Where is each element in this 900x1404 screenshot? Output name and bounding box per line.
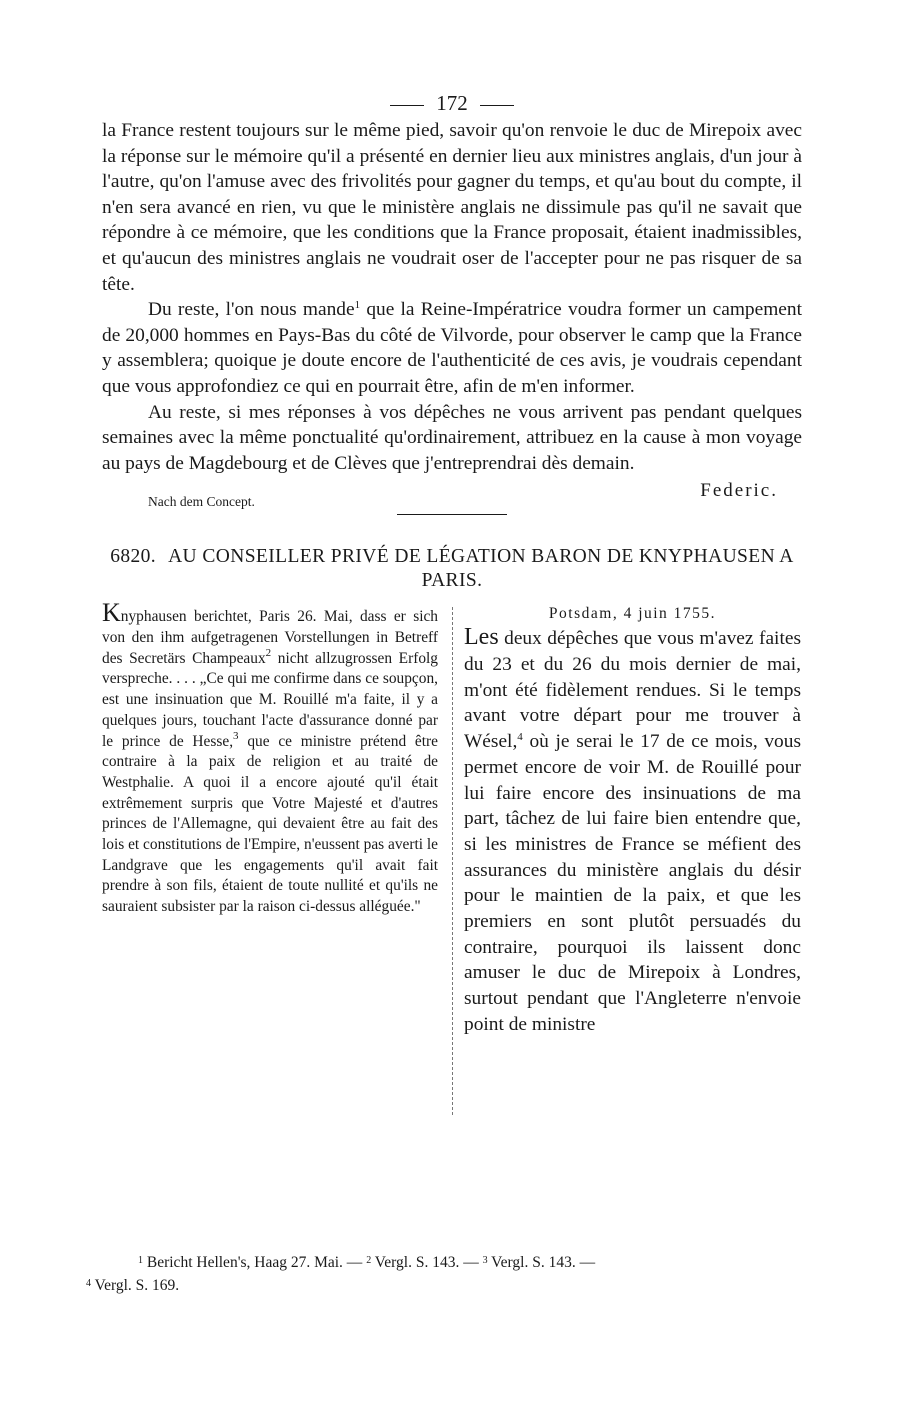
paragraph-2-start: Du reste, l'on nous mande — [148, 299, 355, 321]
footnote-mark-3: 3 — [233, 729, 239, 742]
section-separator — [397, 514, 507, 515]
summary-text-c: que ce ministre prétend être contraire à la paix de religion et au traité de Westphalie. A quoi il a encore ajouté qu'il était extrêmement surpris que Votre Majesté et d'autres princes de l'Allemagne, qui devaient être au fait des lois et constitutions de l'Empire, n'eussent pas averti le Landgrave que les engagements qu'il avait fait prendre à son fils, étaient de toute nullité et qu'ils ne sauraient subsister par la raison ci-dessus alléguée." — [102, 732, 438, 916]
footnote-2-mark: 2 — [366, 1255, 372, 1266]
column-divider — [452, 607, 453, 1115]
closing — [102, 476, 802, 512]
dateline: Potsdam, 4 juin 1755. — [548, 605, 717, 623]
two-column-section — [102, 598, 802, 1123]
signature: Federic. — [700, 480, 778, 502]
drop-letter: K — [102, 598, 121, 628]
paragraph-2-rest: que la Reine-Impératrice voudra former un campement de 20,000 hommes en Pays-Bas du côté de Vilvorde, pour observer le camp que la France y assemblera; quoique je doute encore de l'authenticité de ces avis, je voudrais cependant que vous approfondiez ce qui en pourrait être, afin de m'en informer. — [102, 299, 802, 397]
letter-column — [464, 603, 801, 1037]
footnote-3-text: Vergl. S. 143. — — [487, 1254, 596, 1271]
opening-word: Les — [464, 624, 499, 651]
letter-text-b: où je serai le 17 de ce mois, vous permet encore de voir M. de Rouillé pour lui faire encore des insinuations de ma part, tâchez de lui faire bien entendre que, si les ministres de France se méfient des assurances du ministère anglais du désir pour le maintien de la paix, et que les premiers en sont plutôt persuadés du contraire, pourquoi ils laissent donc amuser le duc de Mirepoix à Londres, surtout pendant que l'Angleterre n'envoie point de ministre — [464, 731, 801, 1035]
document-number: 6820. — [110, 546, 157, 568]
footnote-line — [86, 1250, 802, 1273]
header-dash-right — [480, 105, 514, 106]
footnote-line-2 — [86, 1273, 802, 1296]
footnote-3-mark: 3 — [482, 1255, 488, 1266]
paragraph-3: Au reste, si mes réponses à vos dépêches ne vous arrivent pas pendant quelques semaines avec la même ponctualité qu'ordinairement, attribuez en la cause à mon voyage au pays de Magdebourg et de Clèves que j'entreprendrai dès demain. — [102, 401, 802, 474]
footnote-2-text: Vergl. S. 143. — — [371, 1254, 483, 1271]
footnote-mark-2: 2 — [265, 646, 272, 659]
page-header — [102, 88, 802, 118]
footnotes — [86, 1250, 802, 1296]
source-note: Nach dem Concept. — [148, 494, 255, 510]
page-number: 172 — [436, 91, 468, 115]
footnote-4-mark: 4 — [86, 1278, 91, 1289]
document-heading — [102, 545, 802, 593]
paragraph-2 — [102, 297, 802, 399]
footnote-mark-1: 1 — [354, 299, 361, 312]
letter-text-a: deux dépêches que vous m'avez faites du 23 et du 26 du mois dernier de mai, m'ont été fidèlement rendues. Si le temps avant votre départ pour me trouver à Wésel, — [464, 628, 801, 753]
header-dash-left — [390, 105, 424, 106]
footnote-1-text: Bericht Hellen's, Haag 27. Mai. — — [143, 1254, 367, 1271]
summary-column — [102, 598, 438, 918]
footnote-4-text: Vergl. S. 169. — [91, 1277, 180, 1294]
document-title: AU CONSEILLER PRIVÉ DE LÉGATION BARON DE KNYPHAUSEN A PARIS. — [168, 546, 794, 592]
paragraph-1: la France restent toujours sur le même pied, savoir qu'on renvoie le duc de Mirepoix avec la réponse sur le mémoire qu'il a présenté en dernier lieu aux ministres anglais, d'un jour à l'autre, qu'on l'amuse avec des frivolités pour gagner du temps, et qu'au bout du compte, il n'en sera avancé en rien, vu que le ministère anglais ne dissimule pas qu'il ne savait que répondre à ce mémoire, que les conditions que la France proposait, étaient inadmissibles, et qu'aucun des ministres anglais ne voudrait oser de l'accepter pour ne pas risquer de sa tête. — [102, 120, 802, 295]
page — [102, 88, 802, 1123]
footnote-mark-4: 4 — [517, 731, 523, 744]
summary-text-b: nicht allzugrossen Erfolg verspreche. . . . „Ce qui me confirme dans ce soupçon, est une insinuation que M. Rouillé m'a faite, il y a quelques jours, touchant l'acte d'assurance donné par le prince de Hesse, — [102, 649, 438, 750]
summary-text-a: nyphausen berichtet, Paris 26. Mai, dass er sich von den ihm aufgetragenen Vorstellungen in Betreff des Secretärs Champeaux — [102, 608, 438, 667]
letter-body — [102, 118, 802, 476]
footnote-1-mark: 1 — [138, 1255, 143, 1266]
letter-text — [464, 625, 801, 1037]
